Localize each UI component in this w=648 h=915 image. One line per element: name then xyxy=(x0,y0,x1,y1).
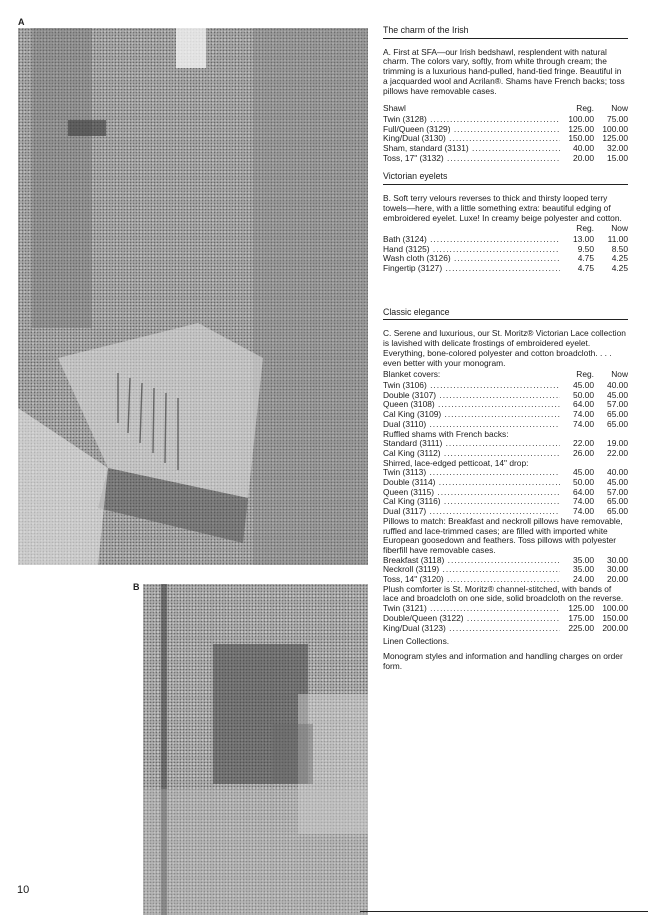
now-price: 100.00 xyxy=(602,603,628,614)
pillows-heading: Pillows to match: Breakfast and neckroll pillows have removable, ruffled and lace-trimmed cases; are filled with imported white European goosedown and feathers. Toss pillows with polyester fiberfill have removable cases. xyxy=(383,515,623,555)
now-price: 57.00 xyxy=(607,486,628,497)
now-price: 200.00 xyxy=(602,622,628,633)
reg-price: 45.00 xyxy=(573,467,594,478)
reg-price: 4.75 xyxy=(577,253,594,264)
now-price: 32.00 xyxy=(607,143,628,154)
reg-price: 45.00 xyxy=(573,379,594,390)
reg-price: 20.00 xyxy=(573,152,594,163)
bottom-rule xyxy=(360,911,648,912)
now-price: 22.00 xyxy=(607,447,628,458)
photo-b xyxy=(143,584,368,915)
photo-b-label: B xyxy=(133,582,140,592)
reg-price: 50.00 xyxy=(573,389,594,400)
reg-price: 9.50 xyxy=(577,243,594,254)
blanket-covers-title: Blanket covers: xyxy=(383,369,441,380)
now-price: 11.00 xyxy=(607,233,628,244)
reg-price: 40.00 xyxy=(573,143,594,154)
now-price: 8.50 xyxy=(611,243,628,254)
col-reg-header: Reg. xyxy=(576,103,594,114)
monogram-note: Monogram styles and information and handling charges on order form. xyxy=(383,650,623,671)
price-row xyxy=(383,624,628,634)
reg-price: 150.00 xyxy=(568,133,594,144)
now-price: 65.00 xyxy=(607,418,628,429)
col-reg-header: Reg. xyxy=(576,369,594,380)
item-name: Bath (3124) ..... xyxy=(383,235,560,245)
pillow-price-list xyxy=(383,556,628,585)
item-name: Toss, 14" (3120) ..... xyxy=(383,575,560,585)
item-name: Dual (3110) ..... xyxy=(383,420,560,430)
reg-price: 26.00 xyxy=(573,447,594,458)
col-now-header: Now xyxy=(611,223,628,234)
shawl-table-title: Shawl xyxy=(383,103,406,114)
petticoat-price-list xyxy=(383,468,628,517)
section-heading-elegance: Classic elegance xyxy=(383,308,628,321)
item-name: Cal King (3112) ..... xyxy=(383,449,560,459)
petticoat-heading: Shirred, lace-edged petticoat, 14" drop: xyxy=(383,457,529,468)
item-name: Twin (3128) ..... xyxy=(383,115,560,125)
reg-price: 74.00 xyxy=(573,409,594,420)
item-name: Double/Queen (3122) ..... xyxy=(383,614,560,624)
sham-price-list xyxy=(383,439,628,458)
photo-a-label: A xyxy=(18,17,25,27)
now-price: 57.00 xyxy=(607,399,628,410)
price-row xyxy=(383,264,628,274)
reg-price: 74.00 xyxy=(573,418,594,429)
page-number: 10 xyxy=(17,884,30,896)
item-name: Toss, 17" (3132) ..... xyxy=(383,154,560,164)
now-price: 65.00 xyxy=(607,506,628,517)
towels-price-list xyxy=(383,235,628,274)
photo-a xyxy=(18,28,368,565)
now-price: 30.00 xyxy=(607,554,628,565)
item-name: Twin (3113) ..... xyxy=(383,468,560,478)
now-price: 40.00 xyxy=(607,467,628,478)
shawl-price-list xyxy=(383,115,628,164)
reg-price: 35.00 xyxy=(573,554,594,565)
item-name: Twin (3121) ..... xyxy=(383,604,560,614)
reg-price: 4.75 xyxy=(577,263,594,274)
reg-price: 125.00 xyxy=(568,603,594,614)
reg-price: 50.00 xyxy=(573,477,594,488)
towels-description: B. Soft terry velours reverses to thick and thirsty looped terry towels—here, with a little something extra: beautiful edging of embroidered eyelet. Luxe! In creamy beige polyester and cotton. xyxy=(383,193,622,223)
reg-price: 64.00 xyxy=(573,399,594,410)
item-name: Neckroll (3119) ..... xyxy=(383,565,560,575)
now-price: 65.00 xyxy=(607,496,628,507)
col-now-header: Now xyxy=(611,103,628,114)
comforter-heading: Plush comforter is St. Moritz® channel-stitched, with bands of lace and broadcloth on one side, solid broadcloth on the reverse. xyxy=(383,583,624,604)
reg-price: 74.00 xyxy=(573,496,594,507)
item-name: Full/Queen (3129) ..... xyxy=(383,125,560,135)
item-name: Dual (3117) ..... xyxy=(383,507,560,517)
elegance-description: C. Serene and luxurious, our St. Moritz® Victorian Lace collection is lavished with delicate frostings of embroidered eyelet. Everything, bone-colored polyester and cotton broadcloth. . . . even better with your monogram. xyxy=(383,328,626,368)
item-name: Twin (3106) ..... xyxy=(383,381,560,391)
blanket-price-list xyxy=(383,381,628,430)
shawl-description: A. First at SFA—our Irish bedshawl, resplendent with natural charm. The colors vary, softly, from white through cream; the trimming is a luxurious hand-pulled, hand-tied fringe. Beautiful in a jacquarded wool and Acrilan®. Shams have French backs; toss pillows have removable cases. xyxy=(383,46,625,96)
now-price: 150.00 xyxy=(602,612,628,623)
reg-price: 225.00 xyxy=(568,622,594,633)
item-name: Double (3114) ..... xyxy=(383,478,560,488)
now-price: 125.00 xyxy=(602,133,628,144)
now-price: 20.00 xyxy=(607,574,628,585)
item-name: Double (3107) ..... xyxy=(383,391,560,401)
item-name: King/Dual (3123) ..... xyxy=(383,624,560,634)
item-name: Cal King (3109) ..... xyxy=(383,410,560,420)
reg-price: 13.00 xyxy=(573,233,594,244)
linen-collections-note: Linen Collections. xyxy=(383,636,450,647)
towels-table-header xyxy=(383,224,628,234)
now-price: 75.00 xyxy=(607,113,628,124)
reg-price: 74.00 xyxy=(573,506,594,517)
item-name: Fingertip (3127) ..... xyxy=(383,264,560,274)
elegance-table-header xyxy=(383,370,628,380)
now-price: 19.00 xyxy=(607,438,628,449)
item-name: Breakfast (3118) ..... xyxy=(383,556,560,566)
now-price: 65.00 xyxy=(607,409,628,420)
item-name: Queen (3115) ..... xyxy=(383,488,560,498)
item-name: King/Dual (3130) ..... xyxy=(383,134,560,144)
item-name: Hand (3125) ..... xyxy=(383,245,560,255)
now-price: 45.00 xyxy=(607,477,628,488)
reg-price: 175.00 xyxy=(568,612,594,623)
now-price: 4.25 xyxy=(611,263,628,274)
now-price: 30.00 xyxy=(607,564,628,575)
reg-price: 64.00 xyxy=(573,486,594,497)
comforter-price-list xyxy=(383,604,628,633)
col-now-header: Now xyxy=(611,369,628,380)
item-name: Wash cloth (3126) ..... xyxy=(383,254,560,264)
text-column xyxy=(383,26,628,673)
item-name: Sham, standard (3131) ..... xyxy=(383,144,560,154)
item-name: Queen (3108) ..... xyxy=(383,400,560,410)
section-heading-shawl: The charm of the Irish xyxy=(383,26,628,39)
reg-price: 24.00 xyxy=(573,574,594,585)
shams-heading: Ruffled shams with French backs: xyxy=(383,428,509,439)
now-price: 40.00 xyxy=(607,379,628,390)
shawl-table-header xyxy=(383,104,628,114)
reg-price: 125.00 xyxy=(568,123,594,134)
now-price: 15.00 xyxy=(607,152,628,163)
col-reg-header: Reg. xyxy=(576,223,594,234)
now-price: 45.00 xyxy=(607,389,628,400)
now-price: 100.00 xyxy=(602,123,628,134)
price-row xyxy=(383,154,628,164)
item-name: Standard (3111) ..... xyxy=(383,439,560,449)
reg-price: 100.00 xyxy=(568,113,594,124)
reg-price: 35.00 xyxy=(573,564,594,575)
reg-price: 22.00 xyxy=(573,438,594,449)
section-heading-towels: Victorian eyelets xyxy=(383,172,628,185)
item-name: Cal King (3116) ..... xyxy=(383,497,560,507)
now-price: 4.25 xyxy=(611,253,628,264)
